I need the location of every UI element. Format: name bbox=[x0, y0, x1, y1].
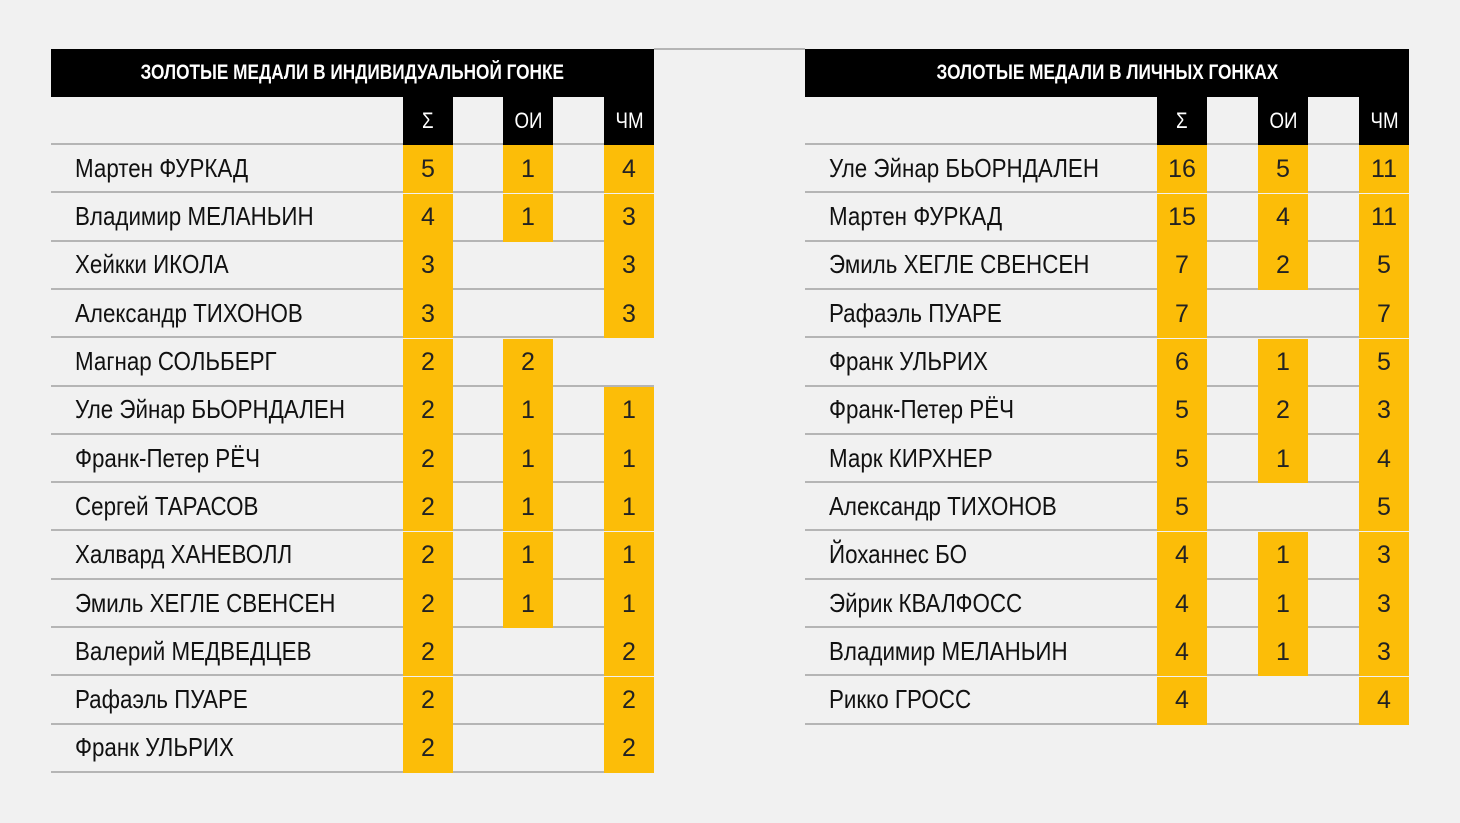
table-row bbox=[805, 145, 1409, 193]
athlete-name-text: Франк-Петер РЁЧ bbox=[829, 394, 1015, 425]
column-header bbox=[503, 97, 553, 145]
athlete-name bbox=[829, 242, 1132, 288]
medal-count-cell: 1 bbox=[604, 387, 654, 435]
medal-count-cell: 5 bbox=[1359, 339, 1409, 387]
medal-count-cell: 4 bbox=[1157, 580, 1207, 628]
athlete-name bbox=[75, 387, 389, 433]
medal-count-cell: 2 bbox=[604, 677, 654, 725]
column-header-label: ЧМ bbox=[1369, 108, 1399, 133]
medal-count-cell: 3 bbox=[403, 290, 453, 338]
athlete-name-text: Александр ТИХОНОВ bbox=[75, 297, 303, 328]
athlete-name-text: Марк КИРХНЕР bbox=[829, 442, 993, 473]
column-header-label: ОИ bbox=[514, 108, 542, 133]
table-row bbox=[805, 194, 1409, 242]
athlete-name-text: Франк УЛЬРИХ bbox=[829, 346, 988, 376]
medal-count-cell: 2 bbox=[403, 387, 453, 435]
medal-count-cell: 2 bbox=[1258, 242, 1308, 290]
athlete-name bbox=[829, 580, 1054, 626]
medal-count-cell: 1 bbox=[503, 194, 553, 242]
athlete-name bbox=[75, 290, 340, 336]
table-row bbox=[805, 339, 1409, 387]
medal-count-cell: 4 bbox=[604, 145, 654, 193]
medal-count-cell: 2 bbox=[604, 725, 654, 773]
medal-count-cell: 2 bbox=[1258, 387, 1308, 435]
athlete-name-text: Эйрик КВАЛФОСС bbox=[829, 587, 1023, 618]
table-row bbox=[805, 387, 1409, 435]
athlete-name-text: Магнар СОЛЬБЕРГ bbox=[75, 346, 277, 376]
athlete-name bbox=[829, 387, 1044, 433]
medal-count-cell: 3 bbox=[403, 242, 453, 290]
table-row bbox=[51, 725, 654, 773]
athlete-name bbox=[829, 290, 1030, 336]
athlete-name bbox=[75, 145, 276, 191]
athlete-name bbox=[829, 194, 1030, 240]
table-row bbox=[51, 483, 654, 531]
individual-race-title-text: ЗОЛОТЫЕ МЕДАЛИ В ИНДИВИДУАЛЬНОЙ ГОНКЕ bbox=[140, 61, 565, 84]
athlete-name bbox=[75, 339, 309, 385]
medal-count-cell: 5 bbox=[1359, 483, 1409, 531]
table-row bbox=[805, 580, 1409, 628]
medal-count-cell: 2 bbox=[403, 339, 453, 387]
table-row bbox=[805, 628, 1409, 676]
athlete-name bbox=[829, 483, 1094, 529]
table-row bbox=[51, 628, 654, 676]
medal-count-cell: 4 bbox=[1359, 435, 1409, 483]
column-header bbox=[1359, 97, 1409, 145]
personal-races-table bbox=[805, 49, 1409, 775]
medal-count-cell: 3 bbox=[1359, 532, 1409, 580]
medal-count-cell: 1 bbox=[503, 435, 553, 483]
medal-count-cell: 5 bbox=[403, 145, 453, 193]
medal-count-cell: 5 bbox=[1157, 483, 1207, 531]
athlete-name-text: Владимир МЕЛАНЬИН bbox=[829, 635, 1068, 666]
athlete-name bbox=[829, 145, 1143, 191]
athlete-name-text: Владимир МЕЛАНЬИН bbox=[75, 201, 314, 232]
athlete-name bbox=[829, 628, 1106, 674]
athlete-name-text: Франк УЛЬРИХ bbox=[75, 732, 234, 763]
table-row bbox=[805, 290, 1409, 338]
medal-count-cell: 1 bbox=[503, 145, 553, 193]
athlete-name-text: Эмиль ХЕГЛЕ СВЕНСЕН bbox=[829, 249, 1090, 280]
medal-count-cell: 3 bbox=[604, 194, 654, 242]
medal-count-cell: 3 bbox=[604, 242, 654, 290]
table-row bbox=[51, 145, 654, 193]
medal-count-cell: 4 bbox=[1258, 194, 1308, 242]
athlete-name bbox=[75, 725, 260, 771]
table-row bbox=[805, 242, 1409, 290]
column-header bbox=[604, 97, 654, 145]
athlete-name bbox=[75, 580, 378, 626]
medal-count-cell: 1 bbox=[1258, 339, 1308, 387]
athlete-name-text: Александр ТИХОНОВ bbox=[829, 490, 1057, 521]
column-header bbox=[1258, 97, 1308, 145]
medal-count-cell: 11 bbox=[1359, 194, 1409, 242]
medal-count-cell: 16 bbox=[1157, 145, 1207, 193]
medal-count-cell: 1 bbox=[1258, 532, 1308, 580]
medal-count-cell: 1 bbox=[1258, 628, 1308, 676]
column-header-label: Σ bbox=[422, 108, 434, 133]
athlete-name bbox=[75, 242, 254, 288]
medal-count-cell: 2 bbox=[403, 532, 453, 580]
medal-count-cell: 1 bbox=[604, 435, 654, 483]
medal-count-cell: 2 bbox=[503, 339, 553, 387]
athlete-name-text: Хейкки ИКОЛА bbox=[75, 249, 229, 280]
medal-count-cell: 1 bbox=[604, 580, 654, 628]
athlete-name-text: Халвард ХАНЕВОЛЛ bbox=[75, 539, 293, 570]
medal-count-cell: 4 bbox=[1359, 677, 1409, 725]
medal-count-cell: 4 bbox=[1157, 628, 1207, 676]
table-row bbox=[51, 290, 654, 338]
medal-count-cell: 1 bbox=[604, 483, 654, 531]
column-header-label: ЧМ bbox=[614, 108, 644, 133]
table-row bbox=[805, 532, 1409, 580]
medal-count-cell: 4 bbox=[1157, 532, 1207, 580]
medal-count-cell: 7 bbox=[1359, 290, 1409, 338]
athlete-name-text: Мартен ФУРКАД bbox=[75, 152, 249, 183]
medal-count-cell: 5 bbox=[1157, 387, 1207, 435]
column-header bbox=[1157, 97, 1207, 145]
athlete-name bbox=[75, 628, 350, 674]
athlete-name-text: Рикко ГРОСС bbox=[829, 684, 972, 715]
table-row bbox=[51, 580, 654, 628]
individual-race-title bbox=[51, 49, 654, 97]
athlete-name-text: Рафаэль ПУАРЕ bbox=[829, 297, 1002, 328]
athlete-name bbox=[75, 483, 288, 529]
table-row bbox=[51, 435, 654, 483]
column-header-label: ОИ bbox=[1269, 108, 1297, 133]
medal-count-cell: 5 bbox=[1157, 435, 1207, 483]
athlete-name bbox=[75, 677, 276, 723]
athlete-name-text: Рафаэль ПУАРЕ bbox=[75, 684, 248, 715]
athlete-name bbox=[829, 339, 1014, 385]
table-row bbox=[51, 194, 654, 242]
athlete-name bbox=[829, 435, 1019, 481]
athlete-name-text: Уле Эйнар БЬОРНДАЛЕН bbox=[829, 152, 1099, 183]
medal-count-cell: 4 bbox=[403, 194, 453, 242]
personal-races-title-text: ЗОЛОТЫЕ МЕДАЛИ В ЛИЧНЫХ ГОНКАХ bbox=[936, 61, 1278, 84]
table-row bbox=[805, 435, 1409, 483]
column-header-label: Σ bbox=[1176, 108, 1188, 133]
table-row bbox=[51, 532, 654, 580]
medal-count-cell: 2 bbox=[403, 628, 453, 676]
table-row bbox=[805, 483, 1409, 531]
medal-count-cell: 6 bbox=[1157, 339, 1207, 387]
medal-count-cell: 11 bbox=[1359, 145, 1409, 193]
athlete-name bbox=[75, 435, 290, 481]
column-header bbox=[403, 97, 453, 145]
medal-count-cell: 1 bbox=[503, 532, 553, 580]
medal-count-cell: 2 bbox=[604, 628, 654, 676]
medal-count-cell: 15 bbox=[1157, 194, 1207, 242]
athlete-name-text: Франк-Петер РЁЧ bbox=[75, 442, 261, 473]
medal-count-cell: 2 bbox=[403, 580, 453, 628]
medal-count-cell: 1 bbox=[503, 483, 553, 531]
table-row bbox=[51, 339, 654, 387]
medal-count-cell: 7 bbox=[1157, 290, 1207, 338]
medal-count-cell: 3 bbox=[1359, 580, 1409, 628]
medal-count-cell: 3 bbox=[1359, 387, 1409, 435]
medal-count-cell: 5 bbox=[1258, 145, 1308, 193]
individual-race-table bbox=[51, 49, 654, 775]
athlete-name-text: Йоханнес БО bbox=[829, 539, 967, 570]
medal-count-cell: 1 bbox=[1258, 580, 1308, 628]
medal-count-cell: 2 bbox=[403, 725, 453, 773]
column-header-row bbox=[51, 97, 654, 145]
athlete-name bbox=[75, 194, 352, 240]
medal-count-cell: 1 bbox=[503, 387, 553, 435]
athlete-name-text: Мартен ФУРКАД bbox=[829, 201, 1003, 232]
table-row bbox=[51, 387, 654, 435]
table-row bbox=[805, 677, 1409, 725]
athlete-name bbox=[829, 532, 989, 578]
medal-count-cell: 1 bbox=[604, 532, 654, 580]
medal-count-cell: 2 bbox=[403, 483, 453, 531]
medal-count-cell: 1 bbox=[1258, 435, 1308, 483]
athlete-name-text: Уле Эйнар БЬОРНДАЛЕН bbox=[75, 394, 345, 425]
medal-count-cell: 2 bbox=[403, 677, 453, 725]
personal-races-title bbox=[805, 49, 1409, 97]
athlete-name-text: Валерий МЕДВЕДЦЕВ bbox=[75, 635, 312, 666]
medal-count-cell: 2 bbox=[403, 435, 453, 483]
medal-count-cell: 1 bbox=[503, 580, 553, 628]
medal-count-cell: 7 bbox=[1157, 242, 1207, 290]
table-row bbox=[51, 677, 654, 725]
medal-count-cell: 4 bbox=[1157, 677, 1207, 725]
column-header-row bbox=[805, 97, 1409, 145]
medal-count-cell: 5 bbox=[1359, 242, 1409, 290]
medal-count-cell: 3 bbox=[604, 290, 654, 338]
athlete-name bbox=[75, 532, 328, 578]
athlete-name bbox=[829, 677, 994, 723]
medal-count-cell: 3 bbox=[1359, 628, 1409, 676]
middle-rule bbox=[654, 48, 805, 50]
table-row bbox=[51, 242, 654, 290]
athlete-name-text: Эмиль ХЕГЛЕ СВЕНСЕН bbox=[75, 587, 336, 618]
athlete-name-text: Сергей ТАРАСОВ bbox=[75, 490, 259, 521]
